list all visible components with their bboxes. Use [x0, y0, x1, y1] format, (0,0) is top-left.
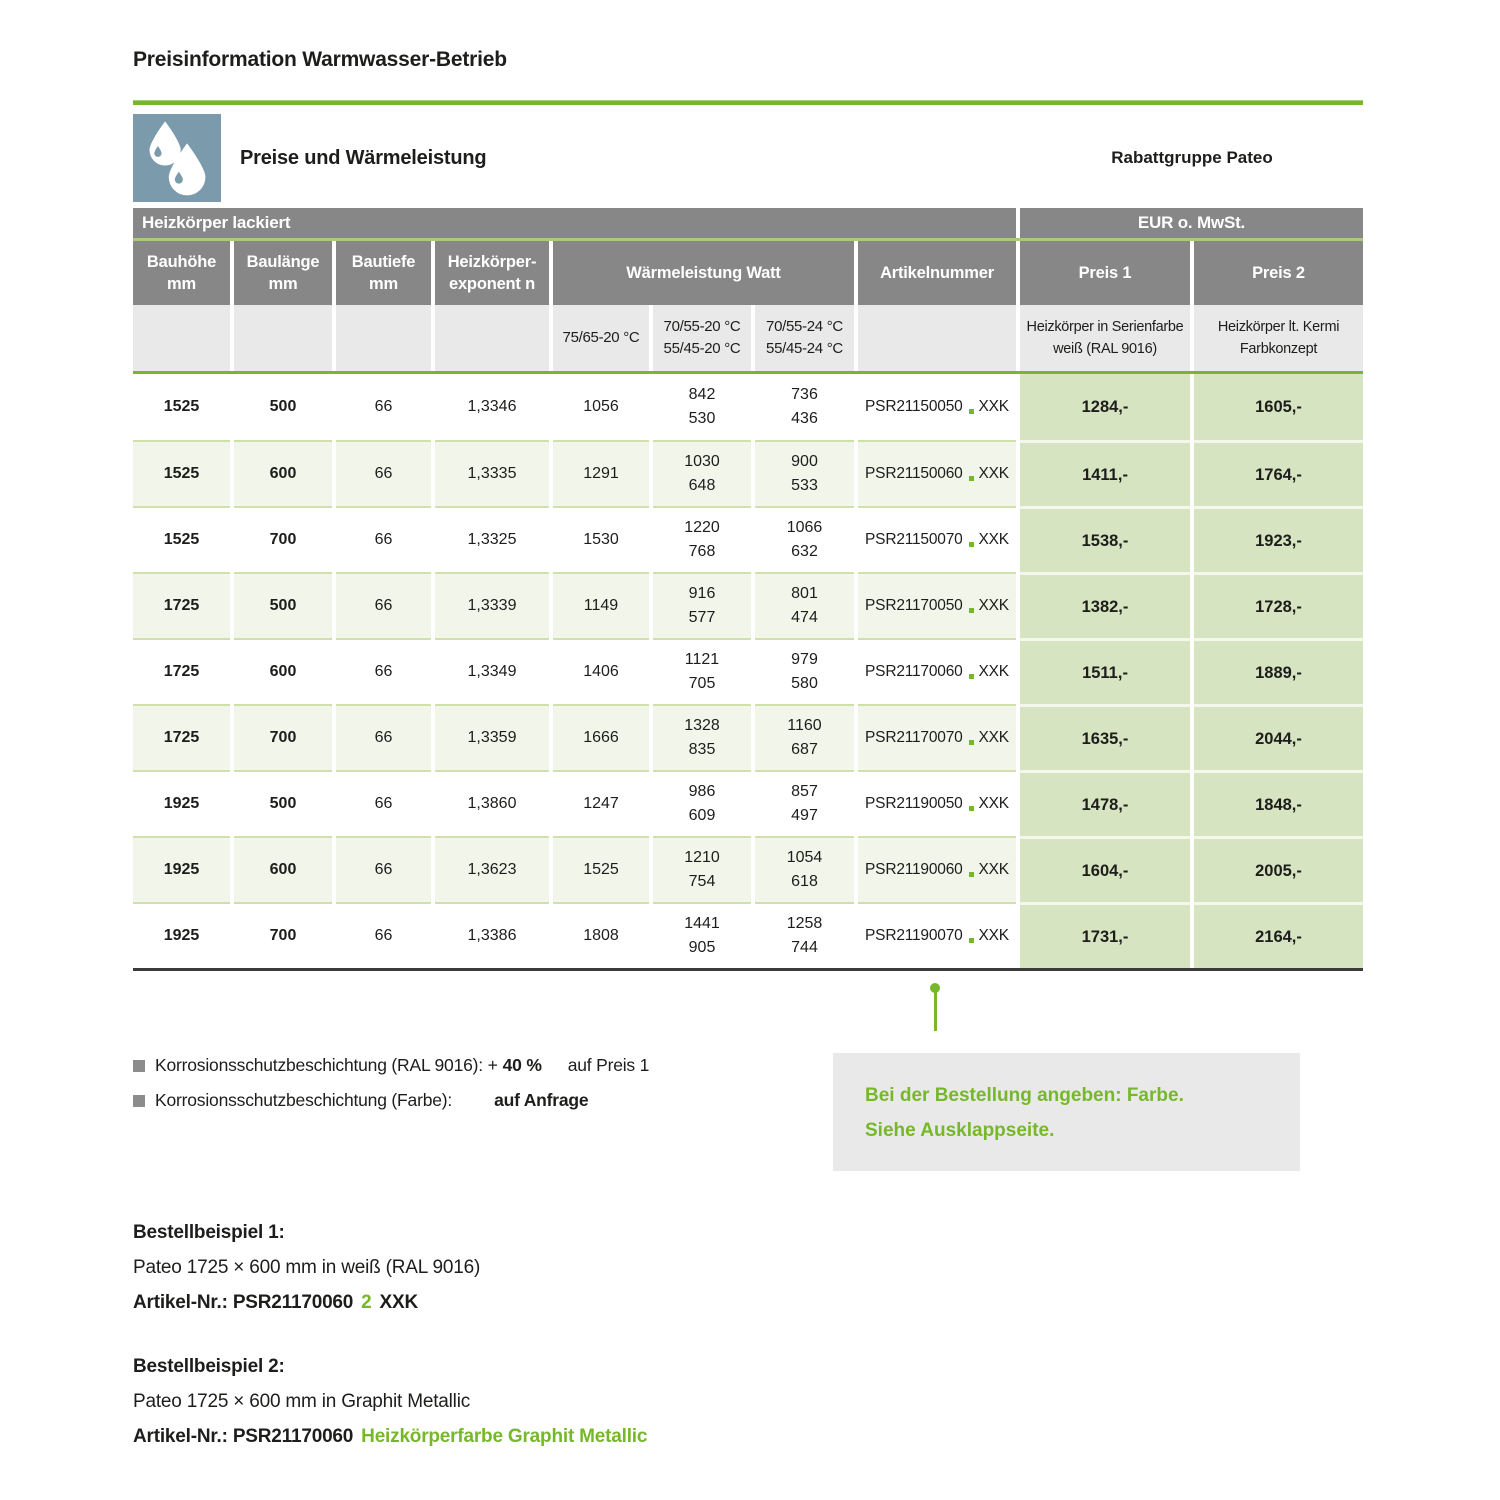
- table-group-right: EUR o. MwSt.: [1020, 208, 1363, 238]
- green-dot-icon: [969, 608, 974, 613]
- example-article-number: [133, 1419, 647, 1454]
- cell-artikelnummer: PSR21150070 XXK: [858, 506, 1016, 572]
- col-header-line: Bautiefe: [351, 253, 416, 271]
- cell-bauhoehe: 1725: [133, 704, 230, 770]
- col-header-bautiefe: [336, 241, 431, 305]
- col-header-waermeleistung: Wärmeleistung Watt: [553, 241, 854, 305]
- article-number-text: Artikel-Nr.: PSR21170060: [133, 1292, 354, 1313]
- cell-baulaenge: 600: [234, 836, 332, 902]
- cell-preis2: 1764,-: [1194, 440, 1363, 506]
- subheader-empty: [133, 305, 230, 371]
- cell-watt-70-55-20: 1220 768: [653, 506, 751, 572]
- subheader-empty: [435, 305, 549, 371]
- cell-bautiefe: 66: [336, 704, 431, 770]
- cell-watt-70-55-24: 979 580: [755, 638, 854, 704]
- subheader-line: weiß (RAL 9016): [1053, 341, 1157, 357]
- color-digit-pin-icon: [934, 991, 937, 1031]
- cell-exponent: 1,3335: [435, 440, 549, 506]
- cell-baulaenge: 700: [234, 506, 332, 572]
- cell-baulaenge: 700: [234, 902, 332, 968]
- subheader-preis1: [1020, 305, 1190, 371]
- green-dot-icon: [969, 806, 974, 811]
- col-header-line: Bauhöhe: [146, 253, 217, 271]
- table-bottom-border: [133, 968, 1363, 971]
- subheader-empty: [336, 305, 431, 371]
- square-bullet-icon: [133, 1095, 145, 1107]
- cell-bauhoehe: 1525: [133, 374, 230, 440]
- water-drops-icon: [133, 114, 221, 202]
- col-header-artikelnummer: Artikelnummer: [858, 241, 1016, 305]
- cell-preis1: 1604,-: [1020, 836, 1190, 902]
- cell-watt-75-65: 1530: [553, 506, 649, 572]
- green-dot-icon: [969, 872, 974, 877]
- cell-artikelnummer: PSR21170060 XXK: [858, 638, 1016, 704]
- example-description: Pateo 1725 × 600 mm in weiß (RAL 9016): [133, 1257, 481, 1278]
- cell-watt-70-55-20: 842 530: [653, 374, 751, 440]
- cell-bauhoehe: 1725: [133, 638, 230, 704]
- cell-artikelnummer: PSR21170050 XXK: [858, 572, 1016, 638]
- cell-watt-70-55-20: 1328 835: [653, 704, 751, 770]
- discount-group-label: Rabattgruppe Pateo: [1111, 148, 1273, 167]
- cell-bautiefe: 66: [336, 836, 431, 902]
- col-header-exponent: [435, 241, 549, 305]
- cell-watt-70-55-24: 801 474: [755, 572, 854, 638]
- cell-preis1: 1635,-: [1020, 704, 1190, 770]
- cell-watt-70-55-24: 736 436: [755, 374, 854, 440]
- footnote-corrosion-ral9016: [133, 1048, 649, 1083]
- cell-watt-75-65: 1056: [553, 374, 649, 440]
- cell-watt-70-55-24: 900 533: [755, 440, 854, 506]
- cell-bautiefe: 66: [336, 374, 431, 440]
- footnote-text: Korrosionsschutzbeschichtung (Farbe):: [155, 1090, 453, 1110]
- section-heading: Preise und Wärmeleistung: [240, 146, 487, 169]
- cell-bauhoehe: 1925: [133, 836, 230, 902]
- cell-preis1: 1382,-: [1020, 572, 1190, 638]
- order-example-1: [133, 1215, 480, 1320]
- cell-watt-75-65: 1525: [553, 836, 649, 902]
- col-header-preis1: Preis 1: [1020, 241, 1190, 305]
- cell-watt-70-55-24: 1066 632: [755, 506, 854, 572]
- page-title: Preisinformation Warmwasser-Betrieb: [133, 48, 507, 71]
- cell-bauhoehe: 1925: [133, 770, 230, 836]
- cell-bautiefe: 66: [336, 638, 431, 704]
- cell-watt-75-65: 1666: [553, 704, 649, 770]
- subheader-line: Heizkörper lt. Kermi: [1217, 319, 1340, 335]
- cell-preis1: 1511,-: [1020, 638, 1190, 704]
- cell-preis2: 1728,-: [1194, 572, 1363, 638]
- subheader-line: 55/45-20 °C: [663, 340, 741, 357]
- green-dot-icon: [969, 938, 974, 943]
- cell-watt-70-55-24: 1054 618: [755, 836, 854, 902]
- col-header-line: exponent n: [448, 275, 535, 293]
- col-header-line: mm: [268, 275, 298, 293]
- cell-bauhoehe: 1525: [133, 506, 230, 572]
- cell-watt-70-55-20: 1030 648: [653, 440, 751, 506]
- order-color-callout: [833, 1053, 1300, 1171]
- cell-exponent: 1,3623: [435, 836, 549, 902]
- cell-watt-70-55-20: 916 577: [653, 572, 751, 638]
- footnote-text: Korrosionsschutzbeschichtung (RAL 9016): +: [155, 1055, 498, 1075]
- cell-artikelnummer: PSR21190060 XXK: [858, 836, 1016, 902]
- cell-artikelnummer: PSR21150050 XXK: [858, 374, 1016, 440]
- cell-artikelnummer: PSR21170070 XXK: [858, 704, 1016, 770]
- article-number-color-part: Heizkörperfarbe Graphit Metallic: [361, 1426, 648, 1447]
- green-dot-icon: [969, 740, 974, 745]
- callout-line: Siehe Ausklappseite.: [865, 1120, 1055, 1141]
- cell-bautiefe: 66: [336, 770, 431, 836]
- cell-watt-75-65: 1808: [553, 902, 649, 968]
- cell-exponent: 1,3325: [435, 506, 549, 572]
- cell-watt-70-55-20: 1210 754: [653, 836, 751, 902]
- cell-baulaenge: 500: [234, 374, 332, 440]
- cell-baulaenge: 700: [234, 704, 332, 770]
- cell-preis2: 1605,-: [1194, 374, 1363, 440]
- callout-line: Bei der Bestellung angeben: Farbe.: [865, 1085, 1184, 1106]
- subheader-temp-70-55-20: [653, 305, 751, 371]
- footnote-tail: auf Preis 1: [567, 1055, 650, 1075]
- cell-bautiefe: 66: [336, 572, 431, 638]
- cell-exponent: 1,3339: [435, 572, 549, 638]
- cell-watt-70-55-24: 1160 687: [755, 704, 854, 770]
- cell-bautiefe: 66: [336, 902, 431, 968]
- subheader-temp-75-65: 75/65-20 °C: [553, 305, 649, 371]
- cell-preis1: 1284,-: [1020, 374, 1190, 440]
- cell-preis2: 2164,-: [1194, 902, 1363, 968]
- footnote-bold: 40 %: [502, 1055, 542, 1075]
- cell-watt-75-65: 1149: [553, 572, 649, 638]
- col-header-baulaenge: [234, 241, 332, 305]
- green-dot-icon: [969, 476, 974, 481]
- cell-baulaenge: 500: [234, 770, 332, 836]
- cell-watt-75-65: 1291: [553, 440, 649, 506]
- cell-bautiefe: 66: [336, 506, 431, 572]
- cell-watt-70-55-24: 1258 744: [755, 902, 854, 968]
- cell-watt-70-55-20: 1441 905: [653, 902, 751, 968]
- cell-watt-70-55-20: 1121 705: [653, 638, 751, 704]
- cell-exponent: 1,3346: [435, 374, 549, 440]
- cell-artikelnummer: PSR21190050 XXK: [858, 770, 1016, 836]
- col-header-line: Baulänge: [246, 253, 320, 271]
- water-drops-icon: [133, 114, 221, 202]
- col-header-preis2: Preis 2: [1194, 241, 1363, 305]
- cell-bauhoehe: 1725: [133, 572, 230, 638]
- cell-preis2: 1848,-: [1194, 770, 1363, 836]
- cell-watt-70-55-24: 857 497: [755, 770, 854, 836]
- cell-preis2: 1923,-: [1194, 506, 1363, 572]
- green-dot-icon: [969, 409, 974, 414]
- cell-bautiefe: 66: [336, 440, 431, 506]
- cell-watt-70-55-20: 986 609: [653, 770, 751, 836]
- cell-preis1: 1478,-: [1020, 770, 1190, 836]
- subheader-line: 70/55-20 °C: [663, 318, 741, 335]
- cell-watt-75-65: 1406: [553, 638, 649, 704]
- cell-watt-75-65: 1247: [553, 770, 649, 836]
- cell-exponent: 1,3386: [435, 902, 549, 968]
- article-number-suffix: XXK: [379, 1292, 419, 1313]
- footnote-bold: auf Anfrage: [494, 1090, 589, 1110]
- cell-baulaenge: 600: [234, 638, 332, 704]
- order-example-2: [133, 1349, 647, 1454]
- subheader-empty: [234, 305, 332, 371]
- subheader-empty: [858, 305, 1016, 371]
- cell-artikelnummer: PSR21150060 XXK: [858, 440, 1016, 506]
- example-description: Pateo 1725 × 600 mm in Graphit Metallic: [133, 1391, 471, 1412]
- cell-baulaenge: 600: [234, 440, 332, 506]
- article-number-text: Artikel-Nr.: PSR21170060: [133, 1426, 354, 1447]
- cell-preis1: 1538,-: [1020, 506, 1190, 572]
- square-bullet-icon: [133, 1060, 145, 1072]
- subheader-line: 70/55-24 °C: [766, 318, 843, 335]
- col-header-line: Heizkörper-: [447, 253, 537, 271]
- footnote-corrosion-farbe: [133, 1083, 649, 1118]
- example-title: Bestellbeispiel 1:: [133, 1222, 285, 1243]
- cell-baulaenge: 500: [234, 572, 332, 638]
- green-dot-icon: [969, 542, 974, 547]
- subheader-line: Heizkörper in Serienfarbe: [1026, 319, 1184, 335]
- subheader-line: 55/45-24 °C: [766, 340, 843, 357]
- subheader-line: Farbkonzept: [1239, 341, 1318, 357]
- cell-preis2: 2044,-: [1194, 704, 1363, 770]
- col-header-bauhoehe: [133, 241, 230, 305]
- subheader-preis2: [1194, 305, 1363, 371]
- cell-exponent: 1,3860: [435, 770, 549, 836]
- cell-preis2: 1889,-: [1194, 638, 1363, 704]
- cell-preis1: 1411,-: [1020, 440, 1190, 506]
- table-group-left: Heizkörper lackiert: [133, 208, 1016, 238]
- col-header-line: mm: [369, 275, 398, 293]
- cell-exponent: 1,3349: [435, 638, 549, 704]
- price-table: [133, 208, 1363, 971]
- green-dot-icon: [969, 674, 974, 679]
- example-article-number: [133, 1285, 480, 1320]
- subheader-temp-70-55-24: [755, 305, 854, 371]
- divider-top-rule: [133, 100, 1363, 105]
- col-header-line: mm: [167, 275, 196, 293]
- cell-exponent: 1,3359: [435, 704, 549, 770]
- example-title: Bestellbeispiel 2:: [133, 1356, 285, 1377]
- cell-preis2: 2005,-: [1194, 836, 1363, 902]
- cell-bauhoehe: 1925: [133, 902, 230, 968]
- cell-bauhoehe: 1525: [133, 440, 230, 506]
- footnotes: [133, 1048, 649, 1118]
- cell-artikelnummer: PSR21190070 XXK: [858, 902, 1016, 968]
- article-number-color-part: 2: [361, 1292, 372, 1313]
- cell-preis1: 1731,-: [1020, 902, 1190, 968]
